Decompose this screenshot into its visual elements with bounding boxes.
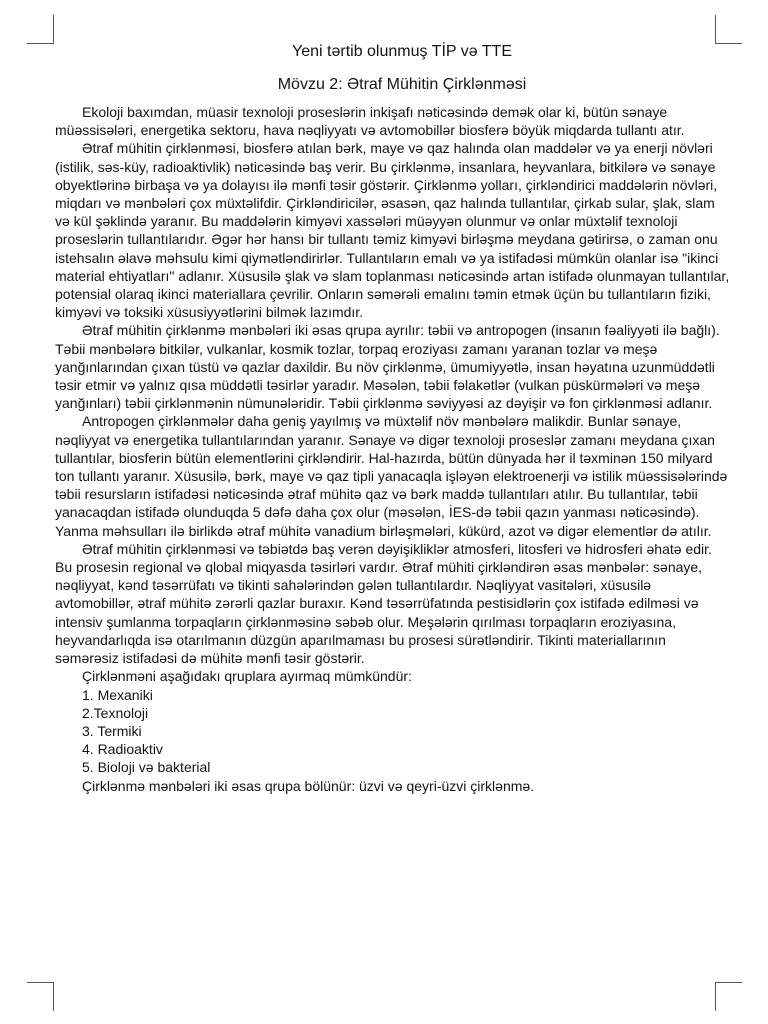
closing-sentence: Çirklənmə mənbələri iki əsas qrupa bölünür: üzvi və qeyri-üzvi çirklənmə.	[82, 777, 535, 794]
crop-mark-top-left	[27, 15, 54, 44]
crop-mark-bottom-left	[27, 982, 54, 1011]
list-intro: Çirklənməni aşağıdakı qruplara ayırmaq mümkündür:	[82, 668, 412, 685]
document-body	[55, 103, 730, 795]
paragraph: Ətraf mühitin çirklənmə mənbələri iki əsas qrupa ayrılır: təbii və antropogen (insanın fəaliyyəti ilə bağlı). Təbii mənbələrə bitkilər, vulkanlar, kosmik tozlar, torpaq eroziyası zamanı yaranan tozlar və meşə yanğınlarından çıxan tüstü və qazlar daxildir. Bu növ çirklənmə, ümumiyyətlə, insan həyatına uzunmüddətli təsir etmir və yalnız qısa müddətli təsirlər yaradır. Məsələn, təbii fəlakətlər (vulkan püskürmələri və meşə yanğınları) təbii çirklənmənin nümunələridir. Təbii çirklənmə səviyyəsi az dəyişir və fon çirklənməsi adlanır.	[55, 322, 720, 412]
paragraph: Antropogen çirklənmələr daha geniş yayılmış və müxtəlif növ mənbələrə malikdir. Bunlar sənaye, nəqliyyat və energetika tullantılarından yaranır. Sənaye və digər texnoloji proseslər zamanı meydana çıxan tullantılar, biosferin bütün elementlərini çirkləndirir. Hal-hazırda, bütün dünyada hər il təxminən 150 milyard ton tullantı yaranır. Xüsusilə, bərk, maye və qaz tipli yanacaqla işləyən elektroenerji və istilik müəssisələrində təbii resursların istifadəsi nəticəsində ətraf mühitə qaz və bərk maddə tullantıları atılır. Bu tullantılar, təbii yanacaqdan istifadə olunduqda 5 dəfə daha çox olur (məsələn, İES-də təbii qazın yanması nəticəsində). Yanma məhsulları ilə birlikdə ətraf mühitə vanadium birləşmələri, kükürd, azot və digər elementlər də atılır.	[55, 413, 728, 539]
list-item: 4. Radioaktiv	[82, 741, 163, 758]
paragraph: Ətraf mühitin çirklənməsi və təbiətdə baş verən dəyişikliklər atmosferi, litosferi və hidrosferi əhatə edir. Bu prosesin regional və qlobal miqyasda təsirləri vardır. Ətraf mühiti çirkləndirən əsas mənbələr: sənaye, nəqliyyat, kənd təsərrüfatı və tikinti sahələrindən gələn tullantılardır. Nəqliyyat vasitələri, xüsusilə avtomobillər, ətraf mühitə zərərli qazlar buraxır. Kənd təsərrüfatında pestisidlərin çox istifadə edilməsi və intensiv şumlanma torpaqların çirklənməsinə səbəb olur. Meşələrin qırılması torpaqların eroziyasına, heyvandarlıqda isə otarılmanın düzgün aparılmaması bu prosesi sürətləndirir. Tikinti materiallarının səmərəsiz istifadəsi də mühitə mənfi təsir göstərir.	[55, 540, 712, 667]
paragraph: Ekoloji baxımdan, müasir texnoloji proseslərin inkişafı nəticəsində demək olar ki, bütün sənaye müəssisələri, energetika sektoru, hava nəqliyyatı və avtomobillər biosferə böyük miqdarda tullantı atır.	[55, 104, 685, 139]
list-item: 5. Bioloji və bakterial	[82, 759, 211, 776]
document-title: Yeni tərtib olunmuş TİP və TTE	[292, 43, 512, 60]
paragraph: Ətraf mühitin çirklənməsi, biosferə atılan bərk, maye və qaz halında olan maddələr və ya enerji növləri (istilik, səs-küy, radioaktivlik) nəticəsində baş verir. Bu çirklənmə, insanlara, heyvanlara, bitkilərə və sənaye obyektlərinə birbaşa və ya dolayısı ilə mənfi təsir göstərir. Çirklənmə yolları, çirkləndirici maddələrin növləri, miqdarı və mənbələri çox müxtəlifdir. Çirkləndiricilər, əsasən, qaz halında tullantılar, çirkab sular, şlak, slam və kül şəklində yaranır. Bu maddələrin kimyəvi xassələri müəyyən olunmur və onlar müxtəlif texnoloji proseslərin tullantılarıdır. Əgər hər hansı bir tullantı təmiz kimyəvi birləşmə meydana gətirirsə, o zaman onu istehsalın əlavə məhsulu kimi qiymətləndirirlər. Tullantıların emalı və ya istifadəsi mümkün olanlar isə "ikinci material ehtiyatları" adlanır. Xüsusilə şlak və slam toplanması nəticəsində artan istifadə olunmayan tullantılar, potensial olaraq ikinci materiallara çevrilir. Onların səmərəli emalını təmin etmək üçün bu tullantıların fiziki, kimyəvi və toksiki xüsusiyyətlərini bilmək lazımdır.	[55, 140, 730, 321]
document-page	[55, 38, 730, 795]
list-item: 2.Texnoloji	[82, 704, 149, 721]
document-subtitle: Mövzu 2: Ətraf Mühitin Çirklənməsi	[277, 76, 527, 93]
list-item: 1. Mexaniki	[82, 686, 153, 703]
crop-mark-bottom-right	[715, 982, 742, 1011]
list-item: 3. Termiki	[82, 722, 142, 739]
